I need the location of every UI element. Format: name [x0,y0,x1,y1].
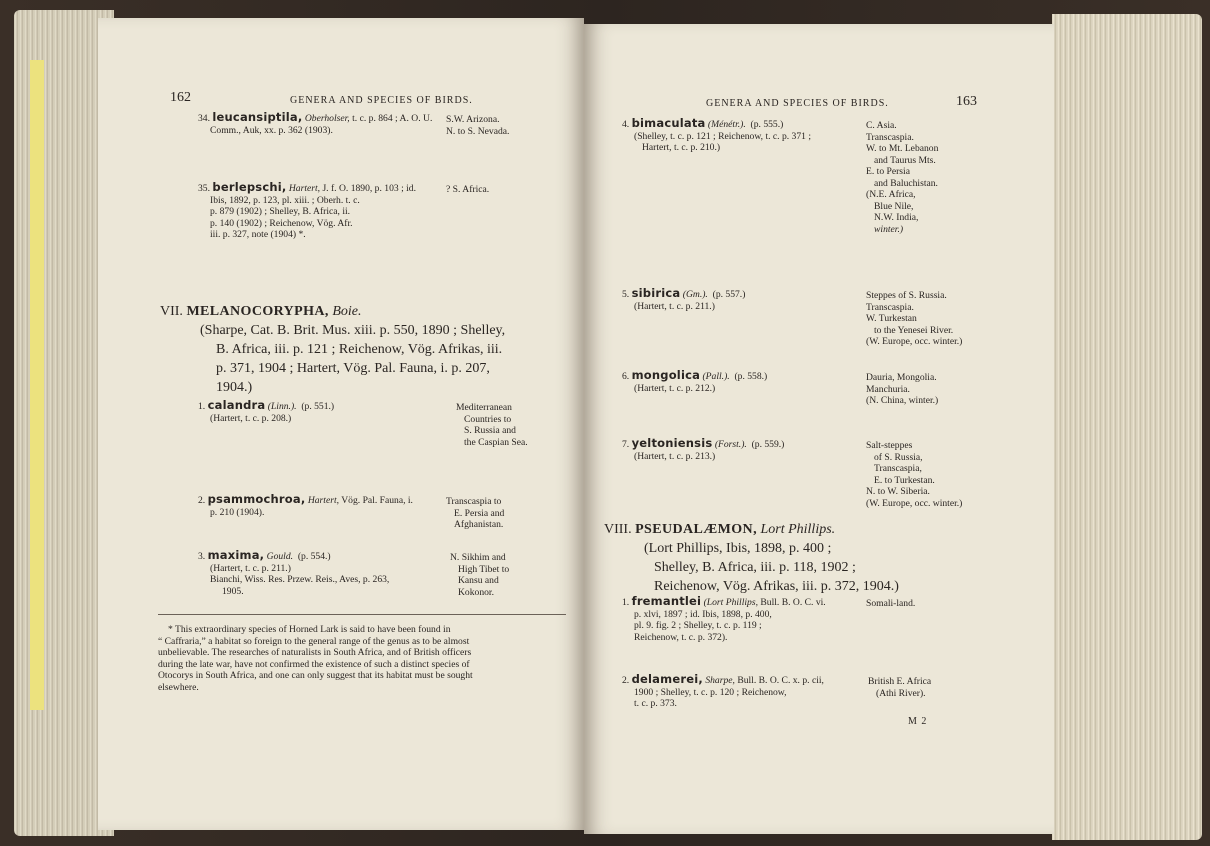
species-author: (Pall.). [702,371,730,382]
distribution-line: British E. Africa [868,676,932,687]
distribution-line: Afghanistan. [454,519,504,530]
distribution-line: W. to Mt. Lebanon [866,143,939,154]
species-name: calandra [207,398,266,412]
species-author: (Lort Phillips, [703,597,758,608]
distribution [868,676,931,699]
distribution-line: E. to Persia [866,166,910,177]
species-entry [622,674,872,710]
footnote-line: “ Caffraria,” a habitat so foreign to the general range of the genus as to be almost [158,635,470,647]
footnote-line: elsewhere. [158,681,199,693]
species-name: bimaculata [631,116,706,130]
species-author: Sharpe, [705,675,735,686]
reference-line: (p. 557.) [712,289,746,300]
species-name: psammochroa, [207,492,306,506]
genus-reference: (Lort Phillips, Ibis, 1898, p. 400 ; [644,541,832,556]
distribution-line: Somali-land. [866,598,916,609]
reference-line: (p. 558.) [734,371,768,382]
distribution-line: Manchuria. [866,383,910,395]
distribution-line: Transcaspia to [446,496,502,507]
reference-line: t. c. p. 864 ; A. O. U. [352,113,433,124]
genus-reference: (Sharpe, Cat. B. Brit. Mus. xiii. p. 550, 1890 ; Shelley, [200,323,506,338]
distribution [456,402,528,448]
reference-line: p. 140 (1902) ; Reichenow, Vög. Afr. [210,217,353,229]
page-number: 163 [956,94,977,109]
distribution-line: S. Russia and [464,425,516,436]
species-number: 5. [622,289,630,300]
distribution-line: (N. China, winter.) [866,395,939,406]
species-name: mongolica [631,368,701,382]
distribution-line: and Baluchistan. [874,177,938,189]
genus-reference: 1904.) [216,380,253,395]
reference-line: (Hartert, t. c. p. 208.) [210,412,292,424]
distribution-line: (N.E. Africa, [866,189,916,200]
reference-line: iii. p. 327, note (1904) *. [210,229,306,240]
genus-author: Lort Phillips. [760,522,836,537]
running-head: GENERA AND SPECIES OF BIRDS. [706,98,889,109]
running-head: GENERA AND SPECIES OF BIRDS. [290,95,473,106]
reference-line: J. f. O. 1890, p. 103 ; id. [322,183,416,194]
footnote-line: during the late war, have not confirmed the existence of such a distinct species of [158,658,470,670]
species-author: (Linn.). [267,401,297,412]
species-number: 1. [198,401,206,412]
reference-line: (Hartert, t. c. p. 212.) [634,382,716,394]
species-number: 2. [622,675,630,686]
species-author: (Forst.). [714,439,747,450]
species-entry [198,112,438,136]
species-entry [622,288,872,312]
species-entry [198,494,438,518]
reference-line: (p. 551.) [301,401,335,412]
species-entry [622,438,872,462]
page-number: 162 [170,90,191,105]
distribution-line: Transcaspia. [866,301,914,313]
distribution-line: N. to S. Nevada. [446,125,510,137]
distribution-line: N. to W. Siberia. [866,486,930,497]
footnote-line: unbelievable. The researches of naturalists in South Africa, and of British officers [158,647,472,659]
footnote-line: Otocorys in South Africa, and one can only suggest that its habitat must be sought [158,670,473,682]
distribution [866,120,938,235]
distribution-line: Mediterranean [456,402,512,413]
species-name: yeltoniensis [631,436,713,450]
distribution [450,552,509,598]
distribution-line: Kansu and [458,575,499,586]
species-entry [622,370,872,394]
reference-line: 1905. [222,585,244,597]
reference-line: 1900 ; Shelley, t. c. p. 120 ; Reichenow, [634,686,787,698]
distribution-line: High Tibet to [458,563,510,575]
distribution-line: W. Turkestan [866,313,917,324]
reference-line: Bull. B. O. C. x. p. cii, [737,675,824,686]
distribution [446,184,489,196]
species-author: Hartert, [288,183,321,194]
species-author: Gould. [266,551,294,562]
distribution-line: Steppes of S. Russia. [866,290,947,301]
species-entry [622,596,872,643]
distribution-line: Dauria, Mongolia. [866,372,937,383]
distribution-line: Blue Nile, [874,200,914,212]
distribution-line: S.W. Arizona. [446,114,500,125]
distribution-line: (Athi River). [876,687,926,699]
genus-heading [604,520,1044,596]
distribution [446,114,509,137]
signature-mark: M 2 [908,716,928,727]
species-number: 7. [622,439,630,450]
distribution-line: (W. Europe, occ. winter.) [866,497,963,509]
reference-line: (p. 554.) [297,551,331,562]
reference-line: (Shelley, t. c. p. 121 ; Reichenow, t. c. p. 371 ; [634,130,812,142]
species-entry [622,118,872,154]
distribution [866,290,962,348]
distribution-line: C. Asia. [866,120,897,131]
genus-reference: p. 371, 1904 ; Hartert, Vög. Pal. Fauna, i. p. 207, [216,361,490,376]
reference-line: p. 879 (1902) ; Shelley, B. Africa, ii. [210,206,351,217]
bookmark-slip [30,60,44,710]
distribution-line: Salt-steppes [866,440,913,451]
distribution-line: (W. Europe, occ. winter.) [866,336,963,347]
species-number: 4. [622,119,630,130]
genus-heading [160,302,580,397]
reference-line: (Hartert, t. c. p. 213.) [634,450,716,462]
species-name: maxima, [207,548,265,562]
genus-numeral: VII. [160,304,183,319]
species-name: fremantlei [631,594,702,608]
genus-name: PSEUDALÆMON, [635,522,757,537]
distribution-line: N. Sikhim and [450,552,506,563]
species-name: berlepschi, [212,180,287,194]
reference-line: Bull. B. O. C. vi. [760,597,826,608]
species-number: 35. [198,183,210,194]
distribution-line: winter.) [874,223,904,235]
reference-line: Comm., Auk, xx. p. 362 (1903). [210,124,333,136]
distribution-line: E. to Turkestan. [874,474,935,486]
distribution-line: E. Persia and [454,507,505,519]
distribution-line: Countries to [464,413,512,425]
reference-line: Hartert, t. c. p. 210.) [642,142,721,153]
reference-line: p. xlvi, 1897 ; id. Ibis, 1898, p. 400, [634,608,772,620]
distribution-line: ? S. Africa. [446,184,490,195]
reference-line: p. 210 (1904). [210,506,265,518]
species-entry [198,550,448,597]
reference-line: (p. 559.) [751,439,785,450]
right-page [584,24,1054,834]
species-author: Oberholser, [304,113,350,124]
right-page-edges [1052,14,1202,840]
species-name: leucansiptila, [212,110,303,124]
genus-numeral: VIII. [604,522,632,537]
species-entry [198,400,438,424]
distribution-line: N.W. India, [874,212,919,223]
genus-author: Boie. [332,304,362,319]
reference-line: (Hartert, t. c. p. 211.) [634,300,715,312]
distribution-line: Transcaspia. [866,131,914,143]
species-entry [198,182,438,241]
species-number: 1. [622,597,630,608]
species-author: Hartert, [307,495,340,506]
distribution [866,372,938,407]
genus-name: MELANOCORYPHA, [186,304,329,319]
species-name: sibirica [631,286,681,300]
species-number: 3. [198,551,206,562]
species-number: 34. [198,113,210,124]
left-page [98,18,584,830]
distribution-line: the Caspian Sea. [464,436,528,448]
species-author: (Gm.). [682,289,708,300]
species-author: (Ménétr.). [707,119,746,130]
distribution-line: Kokonor. [458,586,494,598]
reference-line: (p. 555.) [750,119,784,130]
reference-line: Bianchi, Wiss. Res. Przew. Reis., Aves, p. 263, [210,574,390,585]
distribution [866,440,962,509]
distribution [866,598,915,610]
distribution-line: to the Yenesei River. [874,324,954,336]
footnote-line: * This extraordinary species of Horned Lark is said to have been found in [168,624,451,635]
footnote [158,624,568,694]
species-number: 6. [622,371,630,382]
distribution-line: Transcaspia, [874,463,922,474]
distribution-line: and Taurus Mts. [874,154,936,166]
reference-line: pl. 9. fig. 2 ; Shelley, t. c. p. 119 ; [634,620,762,631]
species-number: 2. [198,495,206,506]
genus-reference: B. Africa, iii. p. 121 ; Reichenow, Vög. Afrikas, iii. [216,342,503,357]
distribution [446,496,504,531]
reference-line: Vög. Pal. Fauna, i. [341,495,413,506]
reference-line: Ibis, 1892, p. 123, pl. xiii. ; Oberh. t. c. [210,194,360,206]
species-name: delamerei, [631,672,703,686]
genus-reference: Shelley, B. Africa, iii. p. 118, 1902 ; [654,560,856,575]
reference-line: (Hartert, t. c. p. 211.) [210,562,291,574]
genus-reference: Reichenow, Vög. Afrikas, iii. p. 372, 1904.) [654,579,899,594]
reference-line: t. c. p. 373. [634,698,677,709]
distribution-line: of S. Russia, [874,451,923,463]
footnote-rule [158,614,566,615]
reference-line: Reichenow, t. c. p. 372). [634,631,728,643]
